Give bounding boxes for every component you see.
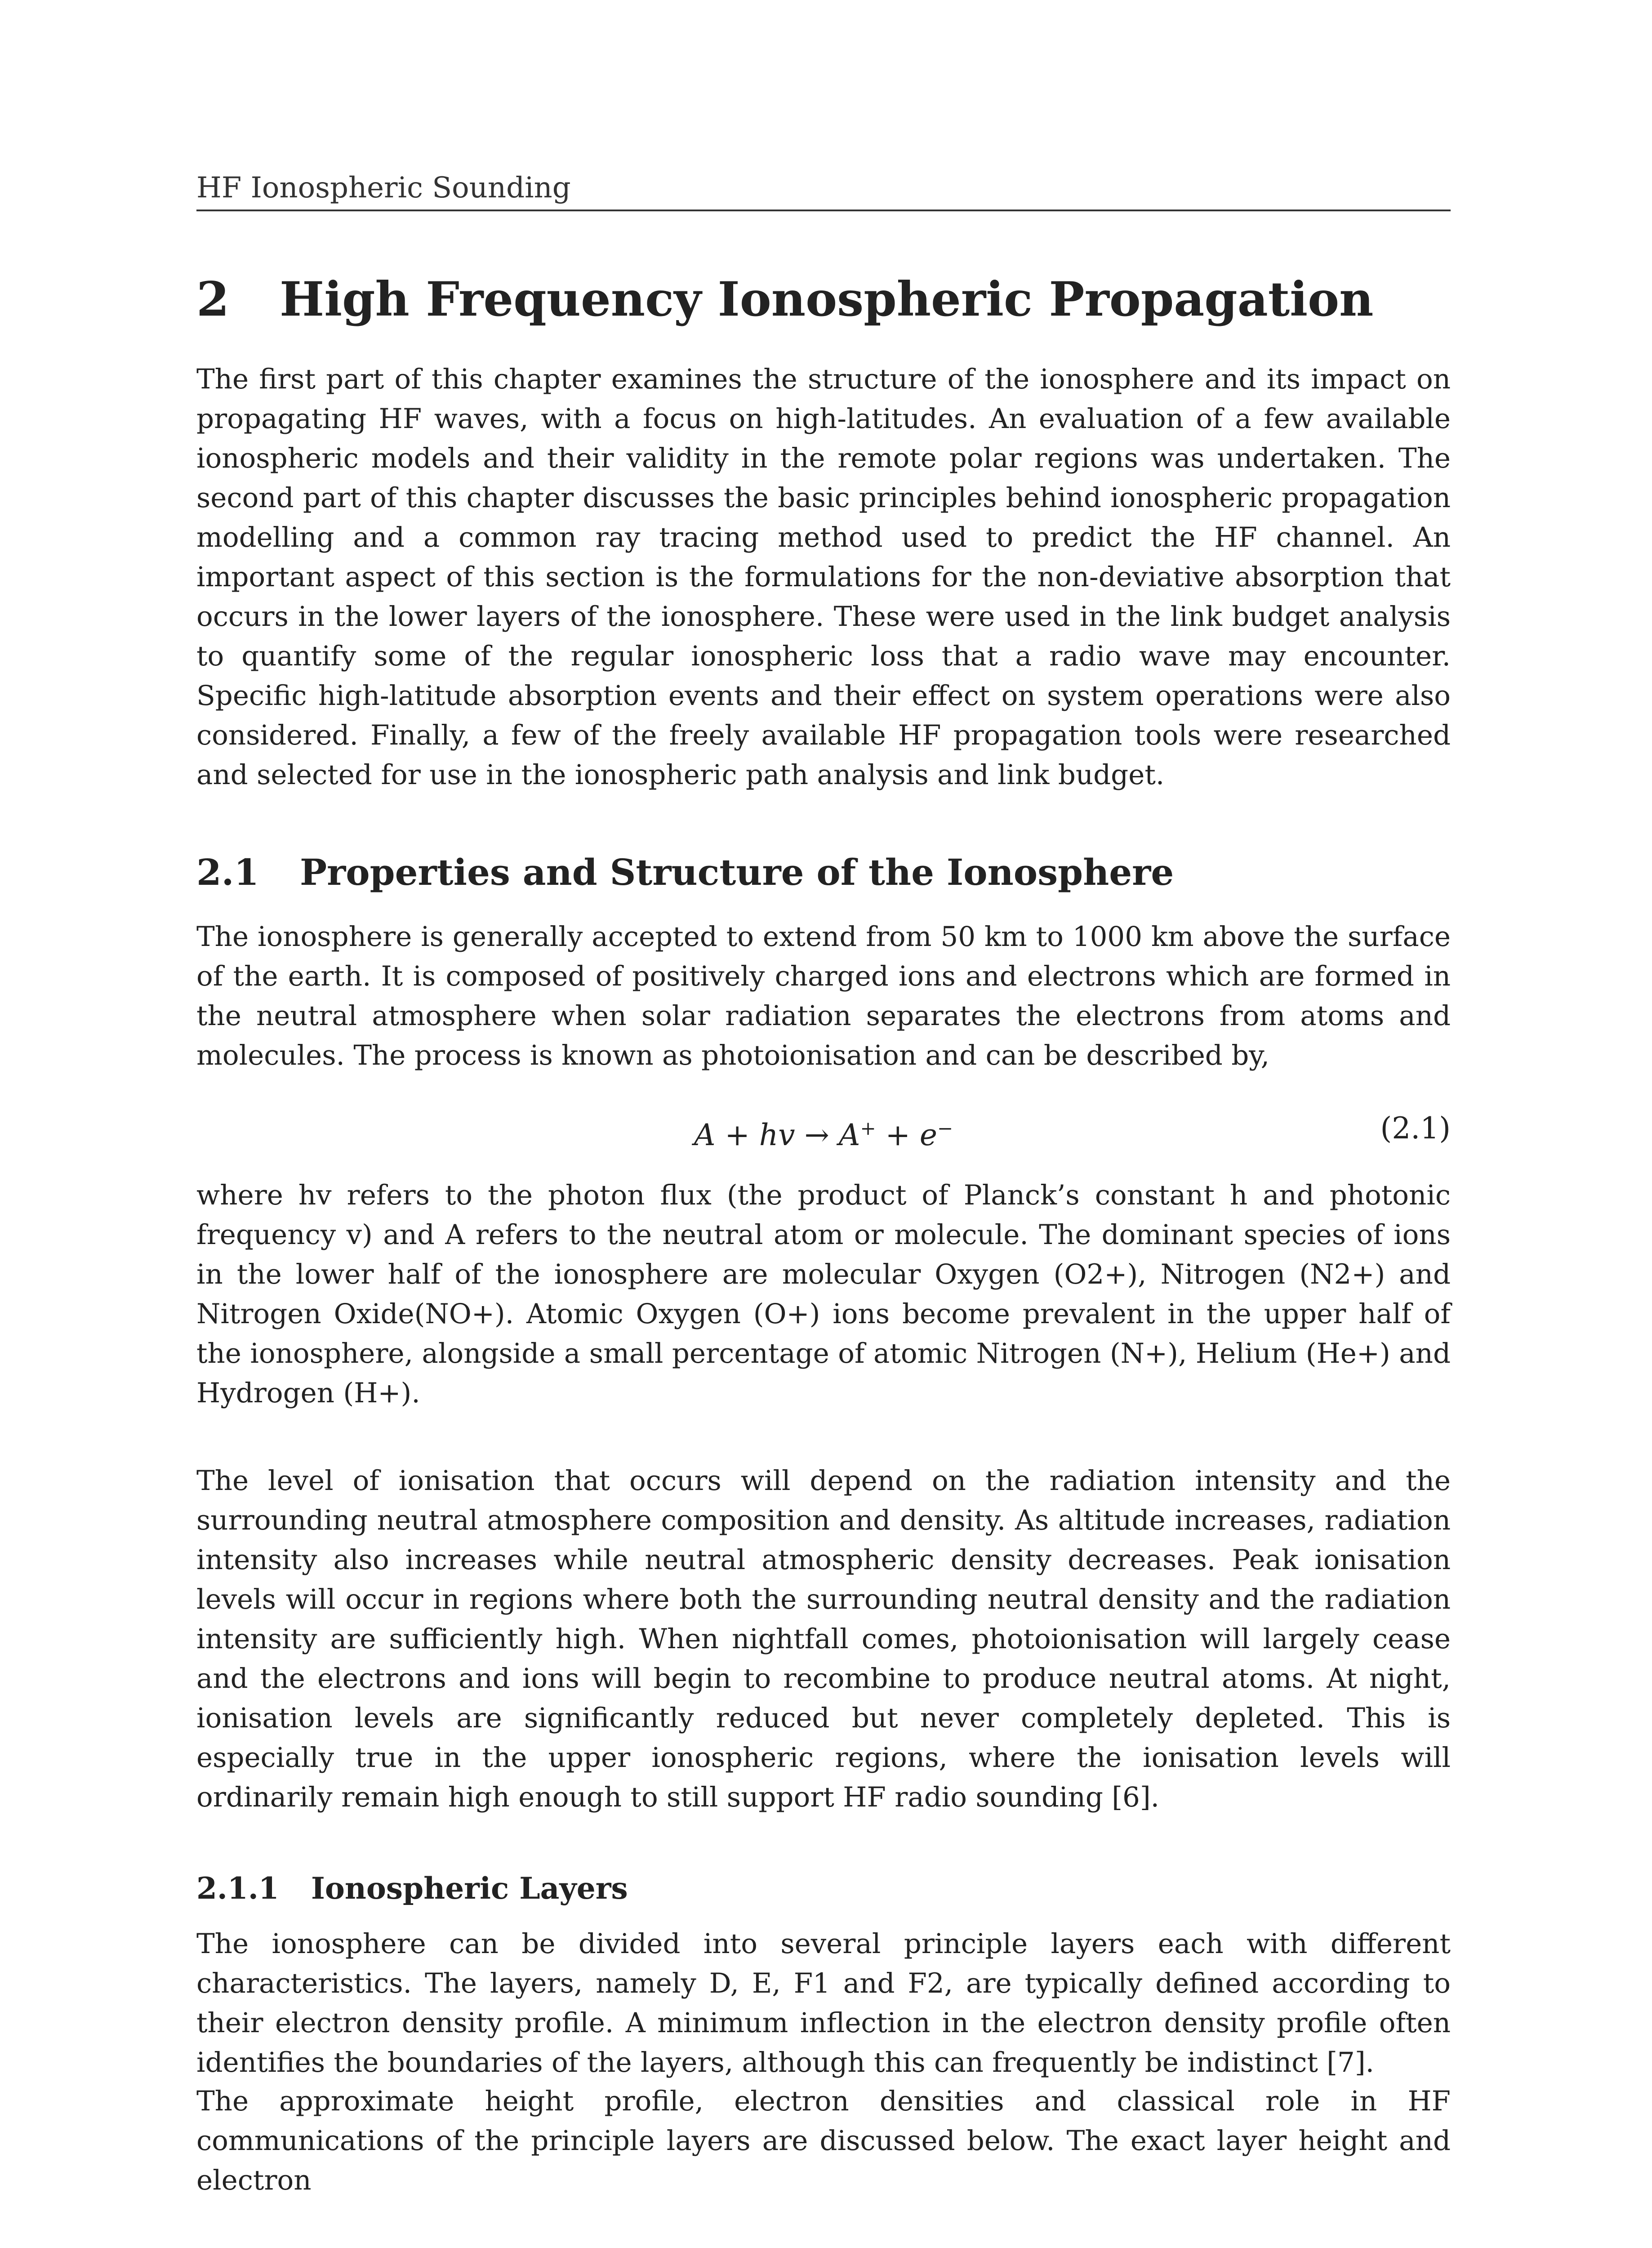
running-header: HF Ionospheric Sounding	[196, 171, 571, 205]
chapter-title-text: High Frequency Ionospheric Propagation	[280, 271, 1374, 327]
subsection-title: Ionospheric Layers	[311, 1871, 628, 1906]
section-heading	[196, 847, 1451, 897]
equation-2-1	[196, 1104, 1451, 1153]
intro-paragraph: The first part of this chapter examines the structure of the ionosphere and its impact on propagating HF waves, with a focus on high-latitudes. An evaluation of a few available ionospheric models and their validity in the remote polar regions was undertaken. The second part of this chapter discusses the basic principles behind ionospheric propagation modelling and a common ray tracing method used to predict the HF channel. An important aspect of this section is the formulations for the non-deviative absorption that occurs in the lower layers of the ionosphere. These were used in the link budget analysis to quantify some of the regular ionospheric loss that a radio wave may encounter. Specific high-latitude absorption events and their effect on system operations were also considered. Finally, a few of the freely available HF propagation tools were researched and selected for use in the ionospheric path analysis and link budget.	[196, 363, 1451, 791]
subsection-paragraph-1: The ionosphere can be divided into several principle layers each with different characteristics. The layers, namely D, E, F1 and F2, are typically defined according to their electron density profile. A minimum inflection in the electron density profile often identifies the boundaries of the layers, although this can frequently be indistinct [7].	[196, 1928, 1451, 2079]
equation-lhs: A + hv → A	[694, 1118, 860, 1152]
chapter-number: 2	[196, 271, 230, 327]
equation-rhs: + e	[876, 1118, 937, 1152]
equation-number: (2.1)	[1380, 1111, 1451, 1146]
header-rule	[196, 210, 1451, 211]
equation-body	[196, 1104, 1451, 1160]
section-paragraph-3: The level of ionisation that occurs will depend on the radiation intensity and the surrounding neutral atmosphere composition and density. As altitude increases, radiation intensity also increases while neutral atmospheric density decreases. Peak ionisation levels will occur in regions where both the surrounding neutral density and the radiation intensity are sufficiently high. When nightfall comes, photoionisation will largely cease and the electrons and ions will begin to recombine to produce neutral atoms. At night, ionisation levels are significantly reduced but never completely depleted. This is especially true in the upper ionospheric regions, where the ionisation levels will ordinarily remain high enough to still support HF radio sounding [6].	[196, 1465, 1451, 1813]
equation-superscript-plus: +	[860, 1117, 876, 1139]
equation-superscript-minus: −	[937, 1117, 953, 1139]
subsection-number: 2.1.1	[196, 1871, 279, 1906]
section-number: 2.1	[196, 851, 259, 893]
section-paragraph-2: where hv refers to the photon flux (the product of Planck’s constant h and photonic frequency v) and A refers to the neutral atom or molecule. The dominant species of ions in the lower half of the ionosphere are molecular Oxygen (O2+), Nitrogen (N2+) and Nitrogen Oxide(NO+). Atomic Oxygen (O+) ions become prevalent in the upper half of the ionosphere, alongside a small percentage of atomic Nitrogen (N+), Helium (He+) and Hydrogen (H+).	[196, 1179, 1451, 1409]
section-title: Properties and Structure of the Ionosphere	[300, 851, 1174, 893]
subsection-paragraph-2: The approximate height profile, electron densities and classical role in HF communications of the principle layers are discussed below. The exact layer height and electron	[196, 2085, 1451, 2196]
section-paragraph-1: The ionosphere is generally accepted to extend from 50 km to 1000 km above the surface of the earth. It is composed of positively charged ions and electrons which are formed in the neutral atmosphere when solar radiation separates the electrons from atoms and molecules. The process is known as photoionisation and can be described by,	[196, 921, 1451, 1071]
subsection-heading	[196, 1868, 1451, 1909]
chapter-title	[196, 265, 1451, 333]
